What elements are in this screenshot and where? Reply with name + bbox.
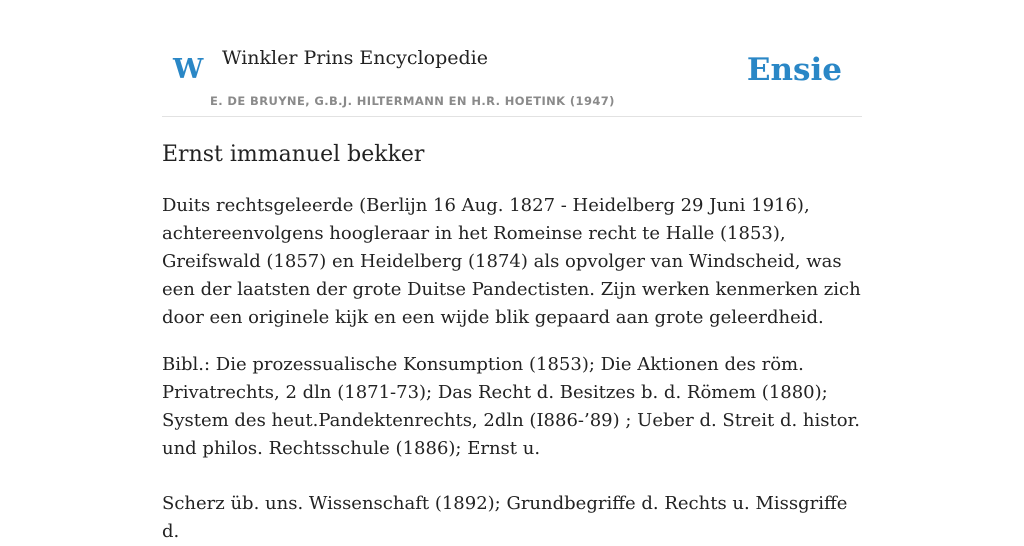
publication-authors: E. DE BRUYNE, G.B.J. HILTERMANN EN H.R. HOETINK (1947) [210,94,615,108]
winkler-prins-logo[interactable]: W [173,54,204,85]
article [162,136,862,546]
ensie-logo[interactable]: Ensie [746,52,842,88]
article-paragraph-bibliography-continued: Scherz üb. uns. Wissenschaft (1892); Grundbegriffe d. Rechts u. Missgriffe d. [162,493,848,542]
article-paragraph-description: Duits rechtsgeleerde (Berlijn 16 Aug. 1827 - Heidelberg 29 Juni 1916), achtereenvolgens hoogleraar in het Romeinse recht te Halle (1853), Greifswald (1857) en Heidelberg (1874) als opvolger van Windscheid, was een der laatsten der grote Duitse Pandectisten. Zijn werken kenmerken zich door een originele kijk en een wijde blik gepaard aan grote geleerdheid. [162,195,861,328]
article-paragraph-bibliography: Bibl.: Die prozessualische Konsumption (1853); Die Aktionen des röm. Privatrechts, 2 dln (1871-73); Das Recht d. Besitzes b. d. Römem (1880); System des heut.Pandektenrechts, 2dln (I886-’89) ; Ueber d. Streit d. histor. und philos. Rechtsschule (1886); Ernst u. [162,354,860,459]
page [162,0,862,542]
article-title: Ernst immanuel bekker [162,142,425,167]
site-header [162,0,862,117]
publication-title[interactable]: Winkler Prins Encyclopedie [222,47,488,69]
